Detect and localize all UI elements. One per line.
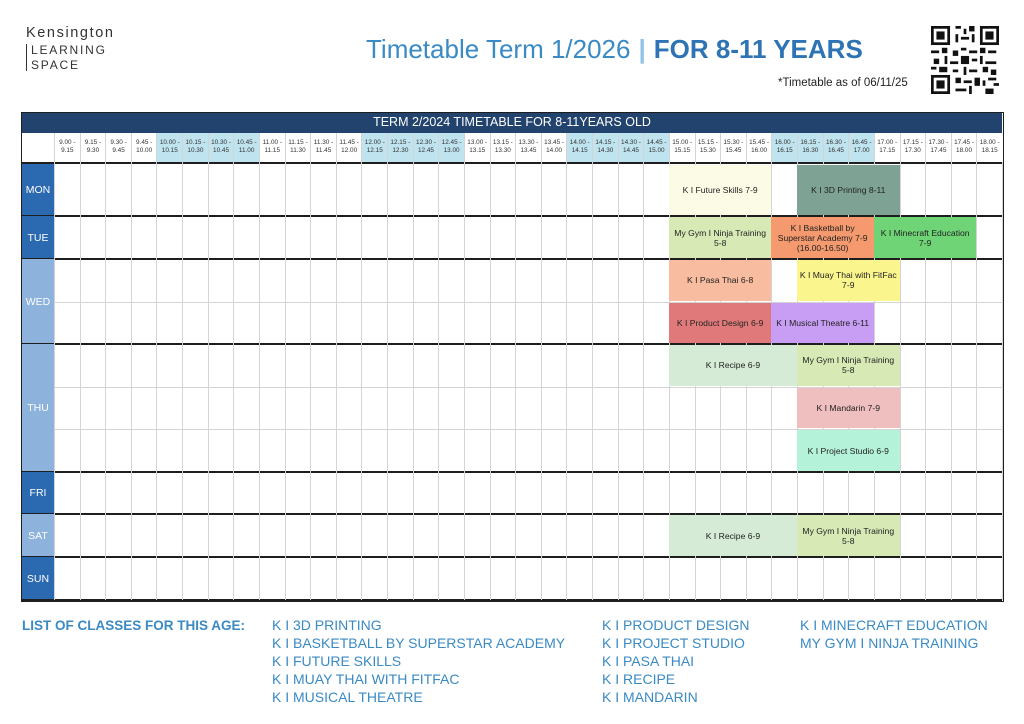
day-label: SUN <box>22 557 54 600</box>
time-slot-end: 17.45 <box>930 147 947 154</box>
time-slot-start: 10.30 - <box>211 139 231 146</box>
time-slot-end: 11.00 <box>238 147 255 154</box>
classes-list-label: LIST OF CLASSES FOR THIS AGE: <box>22 618 246 633</box>
time-slot-end: 10.15 <box>161 147 178 154</box>
time-slot-start: 12.15 - <box>390 139 411 146</box>
time-slot-end: 13.15 <box>469 147 486 154</box>
day-label: FRI <box>22 472 54 514</box>
time-slot-end: 11.15 <box>264 147 281 154</box>
class-list-item: K I MUSICAL THEATRE <box>272 689 423 705</box>
time-slot-end: 11.45 <box>315 147 332 154</box>
class-block: K I Minecraft Education 7-9 <box>874 217 976 258</box>
time-slot-start: 13.00 - <box>467 139 488 146</box>
class-block: K I Future Skills 7-9 <box>669 165 771 215</box>
time-slot-end: 12.30 <box>392 147 409 154</box>
class-block: K I 3D Printing 8-11 <box>797 165 899 215</box>
day-label: THU <box>22 344 54 472</box>
class-block: K I Basketball by Superstar Academy 7-9 (16.00-16.50) <box>771 217 873 258</box>
time-slot-start: 9.30 - <box>110 139 127 146</box>
time-slot-start: 17.30 - <box>928 139 949 146</box>
time-slot-start: 12.00 - <box>364 139 385 146</box>
class-list-item: K I BASKETBALL BY SUPERSTAR ACADEMY <box>272 635 566 651</box>
class-block: My Gym I Ninja Training 5-8 <box>669 217 771 258</box>
time-slot-start: 11.15 - <box>288 139 308 146</box>
time-slot-start: 13.30 - <box>518 139 539 146</box>
class-block: K I Product Design 6-9 <box>669 303 771 344</box>
time-slot-end: 12.45 <box>417 147 434 154</box>
time-slot-end: 18.15 <box>981 147 998 154</box>
time-slot-start: 11.00 - <box>262 139 282 146</box>
day-label: TUE <box>22 216 54 259</box>
class-block: My Gym I Ninja Training 5-8 <box>797 345 899 386</box>
time-slot-start: 10.45 - <box>236 139 257 146</box>
time-slot-end: 16.15 <box>776 147 793 154</box>
time-slot-start: 9.45 - <box>135 139 153 146</box>
time-slot-start: 13.45 - <box>544 139 565 146</box>
time-slot-end: 15.00 <box>648 147 665 154</box>
time-slot-start: 16.45 - <box>851 139 872 146</box>
time-slot-end: 15.15 <box>674 147 691 154</box>
time-slot-end: 14.15 <box>571 147 588 154</box>
time-slot-end: 14.00 <box>546 147 563 154</box>
title-age-group: FOR 8-11 YEARS <box>653 34 863 64</box>
time-slot-end: 16.45 <box>827 147 844 154</box>
day-label: WED <box>22 259 54 344</box>
time-slot-start: 13.15 - <box>492 139 513 146</box>
time-slot-start: 17.00 - <box>877 139 898 146</box>
time-slot-start: 18.00 - <box>979 139 1000 146</box>
time-slot-end: 9.45 <box>112 147 125 154</box>
time-slot-start: 16.00 - <box>774 139 795 146</box>
time-slot-start: 11.45 - <box>339 139 359 146</box>
class-list-item: K I PASA THAI <box>602 653 695 669</box>
time-slot-end: 9.30 <box>86 147 100 154</box>
time-slot-start: 14.30 - <box>621 139 641 146</box>
time-slot-start: 12.45 - <box>441 139 462 146</box>
time-slot-end: 17.30 <box>904 147 921 154</box>
class-block: K I Project Studio 6-9 <box>797 430 899 471</box>
logo-line-space: SPACE <box>31 57 80 72</box>
time-slot-end: 18.00 <box>956 147 973 154</box>
time-slot-start: 15.00 - <box>672 139 693 146</box>
day-label: SAT <box>22 514 54 557</box>
time-slot-end: 13.30 <box>494 147 511 154</box>
time-slot-start: 9.00 - <box>59 139 76 146</box>
time-slot-start: 17.15 - <box>902 139 923 146</box>
time-slot-start: 10.00 - <box>159 139 180 146</box>
class-list-item: MY GYM I NINJA TRAINING <box>800 635 979 651</box>
class-block: K I Recipe 6-9 <box>669 345 797 386</box>
title-separator: | <box>638 34 646 64</box>
class-block: K I Musical Theatre 6-11 <box>771 303 873 344</box>
time-slot-end: 15.30 <box>699 147 716 154</box>
time-slot-start: 16.15 - <box>800 139 821 146</box>
time-slot-end: 12.00 <box>341 147 358 154</box>
time-slot-start: 15.15 - <box>697 139 718 146</box>
table-title: TERM 2/2024 TIMETABLE FOR 8-11YEARS OLD <box>22 112 1002 133</box>
time-slot-end: 9.15 <box>61 147 74 154</box>
class-list-item: K I RECIPE <box>602 671 676 687</box>
class-list-item: K I MINECRAFT EDUCATION <box>800 617 988 633</box>
class-list-item: K I MANDARIN <box>602 689 698 705</box>
time-slot-end: 16.00 <box>751 147 768 154</box>
class-block: My Gym I Ninja Training 5-8 <box>797 515 899 556</box>
time-slot-end: 13.00 <box>443 147 460 154</box>
time-slot-end: 15.45 <box>725 147 742 154</box>
time-slot-start: 12.30 - <box>416 139 436 146</box>
time-slot-end: 14.45 <box>622 147 639 154</box>
class-block: K I Pasa Thai 6-8 <box>669 260 771 301</box>
time-slot-end: 10.00 <box>136 147 153 154</box>
time-slot-start: 11.30 - <box>313 139 334 146</box>
class-block: K I Mandarin 7-9 <box>797 388 899 429</box>
class-list-item: K I 3D PRINTING <box>272 617 382 633</box>
time-slot-end: 11.30 <box>290 147 306 154</box>
time-slot-end: 14.30 <box>597 147 614 154</box>
time-slot-start: 14.45 - <box>646 139 667 146</box>
class-block: K I Muay Thai with FitFac 7-9 <box>797 260 899 301</box>
time-slot-end: 17.15 <box>879 147 896 154</box>
time-slot-start: 14.00 - <box>569 139 590 146</box>
time-slot-end: 12.15 <box>366 147 383 154</box>
class-block: K I Recipe 6-9 <box>669 515 797 556</box>
time-slot-end: 13.45 <box>520 147 537 154</box>
timetable-date-note: *Timetable as of 06/11/25 <box>778 77 908 89</box>
time-slot-start: 14.15 - <box>595 139 616 146</box>
time-slot-end: 16.30 <box>802 147 819 154</box>
time-slot-start: 17.45 - <box>954 139 974 146</box>
class-list-item: K I FUTURE SKILLS <box>272 653 402 669</box>
class-list-item: K I MUAY THAI WITH FITFAC <box>272 671 460 687</box>
time-slot-start: 15.45 - <box>749 139 770 146</box>
time-slot-start: 15.30 - <box>723 139 744 146</box>
day-label: MON <box>22 164 54 216</box>
time-slot-start: 9.15 - <box>84 139 102 146</box>
time-slot-start: 16.30 - <box>825 139 846 146</box>
time-slot-end: 17.00 <box>853 147 870 154</box>
time-slot-end: 10.30 <box>187 147 204 154</box>
class-list-item: K I PRODUCT DESIGN <box>602 617 750 633</box>
time-slot-start: 10.15 - <box>185 139 206 146</box>
logo-line-kensington: Kensington <box>26 25 115 41</box>
title-term: Timetable Term 1/2026 <box>366 34 631 64</box>
class-list-item: K I PROJECT STUDIO <box>602 635 745 651</box>
logo-line-learning: LEARNING <box>31 42 107 57</box>
time-slot-end: 10.45 <box>213 147 230 154</box>
